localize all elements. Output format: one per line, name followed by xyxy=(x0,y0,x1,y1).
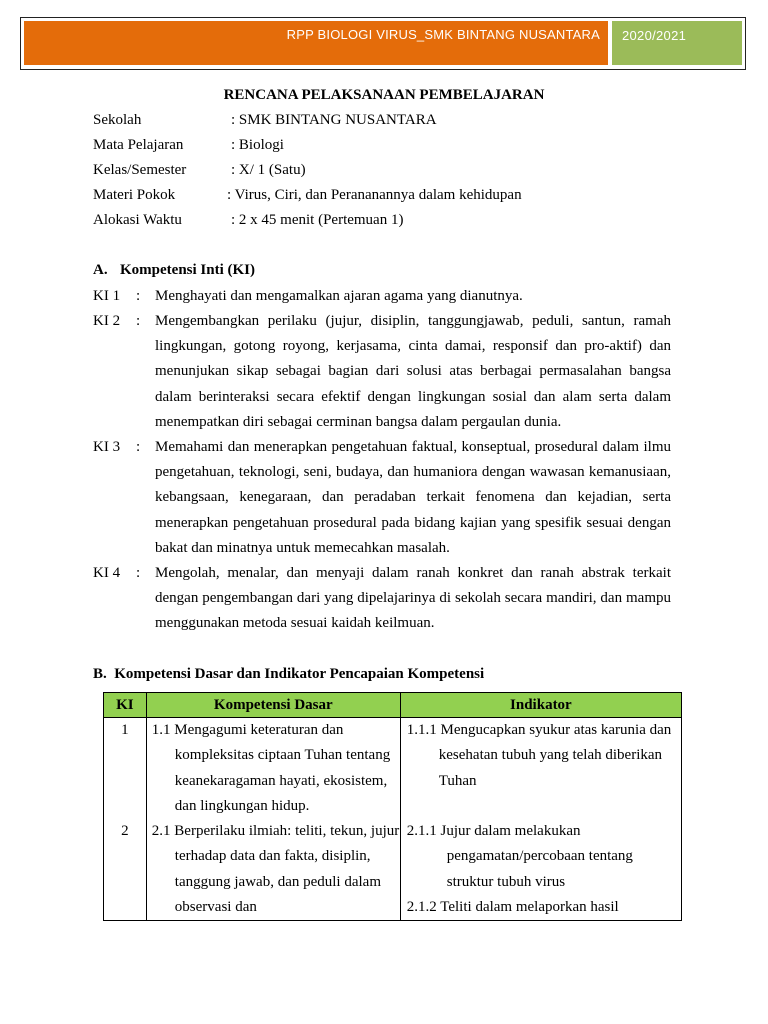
indicator-text: 2.1.2 Teliti dalam melaporkan hasil xyxy=(406,899,619,916)
ki-text: Menghayati dan mengamalkan ajaran agama yang dianutnya. xyxy=(155,288,523,304)
cell-kd xyxy=(146,819,400,921)
column-header-kd: Kompetensi Dasar xyxy=(146,693,400,718)
identity-value: : X/ 1 (Satu) xyxy=(231,162,306,178)
identity-label: Kelas/Semester xyxy=(93,162,187,178)
kd-indicator-table xyxy=(103,692,682,921)
ki-text: Mengembangkan perilaku (jujur, disiplin, tanggungjawab, peduli, santun, ramah lingkungan, gotong royong, kerjasama, cinta damai, responsif dan pro-aktif) dan menunjukan sikap sebagai bagian dari solusi atas berbagai permasalahan bangsa dalam berinteraksi secara efektif dengan lingkungan sosial dan alam serta dalam menempatkan diri sebagai cerminan bangsa dalam pergaulan dunia. xyxy=(155,313,671,430)
identity-label: Materi Pokok xyxy=(93,187,176,203)
ki-text: Memahami dan menerapkan pengetahuan faktual, konseptual, prosedural dalam ilmu pengetahuan, teknologi, seni, budaya, dan humaniora dengan wawasan kemanusiaan, kebangsaan, kenegaraan, dan peradaban terkait fenomena dan kejadian, serta menerapkan pengetahuan prosedural pada bidang kajian yang spesifik sesuai dengan bakat dan minatnya untuk memecahkan masalah. xyxy=(155,439,671,556)
table-row xyxy=(104,819,682,921)
cell-ki: 1 xyxy=(104,718,147,820)
identity-label: Sekolah xyxy=(93,112,142,128)
header-doc-title: RPP BIOLOGI VIRUS_SMK BINTANG NUSANTARA xyxy=(24,21,608,65)
ki-item-2 xyxy=(93,313,671,435)
column-header-indikator: Indikator xyxy=(400,693,681,718)
ki-item-1 xyxy=(93,288,671,309)
ki-label: KI 4 xyxy=(93,565,121,581)
ki-colon: : xyxy=(136,565,141,581)
kd-text: 1.1 Mengagumi keteraturan dan kompleksitas ciptaan Tuhan tentang keanekaragaman hayati, ekosistem, dan lingkungan hidup. xyxy=(151,722,391,814)
column-header-ki: KI xyxy=(104,693,147,718)
ki-label: KI 2 xyxy=(93,313,121,329)
page-title: RENCANA PELAKSANAAN PEMBELAJARAN xyxy=(223,87,545,103)
indicator-text: 2.1.1 Jujur dalam melakukan pengamatan/percobaan tentang struktur tubuh virus xyxy=(406,823,633,890)
identity-value: : Biologi xyxy=(231,137,284,153)
section-letter: A. xyxy=(93,262,108,278)
identity-value: : SMK BINTANG NUSANTARA xyxy=(231,112,437,128)
ki-text: Mengolah, menalar, dan menyaji dalam ranah konkret dan ranah abstrak terkait dengan pengembangan dari yang dipelajarinya di sekolah secara mandiri, dan mampu menggunakan metoda sesuai kaidah keilmuan. xyxy=(155,565,671,632)
ki-item-3 xyxy=(93,439,671,561)
table-header-row xyxy=(104,693,682,718)
ki-colon: : xyxy=(136,288,141,304)
section-a-heading xyxy=(93,262,255,279)
identity-value: : Virus, Ciri, dan Perananannya dalam kehidupan xyxy=(227,187,522,203)
identity-value: : 2 x 45 menit (Pertemuan 1) xyxy=(231,212,404,228)
kd-text: 2.1 Berperilaku ilmiah: teliti, tekun, jujur terhadap data dan fakta, disiplin, tanggung jawab, dan peduli dalam observasi dan xyxy=(151,823,400,916)
cell-indikator xyxy=(400,718,681,820)
ki-label: KI 3 xyxy=(93,439,121,455)
ki-colon: : xyxy=(136,313,141,329)
section-letter: B. xyxy=(93,666,107,682)
section-title: Kompetensi Inti (KI) xyxy=(120,262,255,278)
identity-label: Alokasi Waktu xyxy=(93,212,182,228)
cell-ki: 2 xyxy=(104,819,147,921)
cell-kd xyxy=(146,718,400,820)
ki-label: KI 1 xyxy=(93,288,121,304)
cell-indikator xyxy=(400,819,681,921)
section-b-heading xyxy=(93,666,484,683)
ki-item-4 xyxy=(93,565,671,637)
header-year: 2020/2021 xyxy=(612,21,742,65)
ki-colon: : xyxy=(136,439,141,455)
indicator-text: 1.1.1 Mengucapkan syukur atas karunia dan kesehatan tubuh yang telah diberikan Tuhan xyxy=(406,722,672,789)
table-row xyxy=(104,718,682,820)
section-title: Kompetensi Dasar dan Indikator Pencapaian Kompetensi xyxy=(114,666,485,682)
identity-label: Mata Pelajaran xyxy=(93,137,184,153)
